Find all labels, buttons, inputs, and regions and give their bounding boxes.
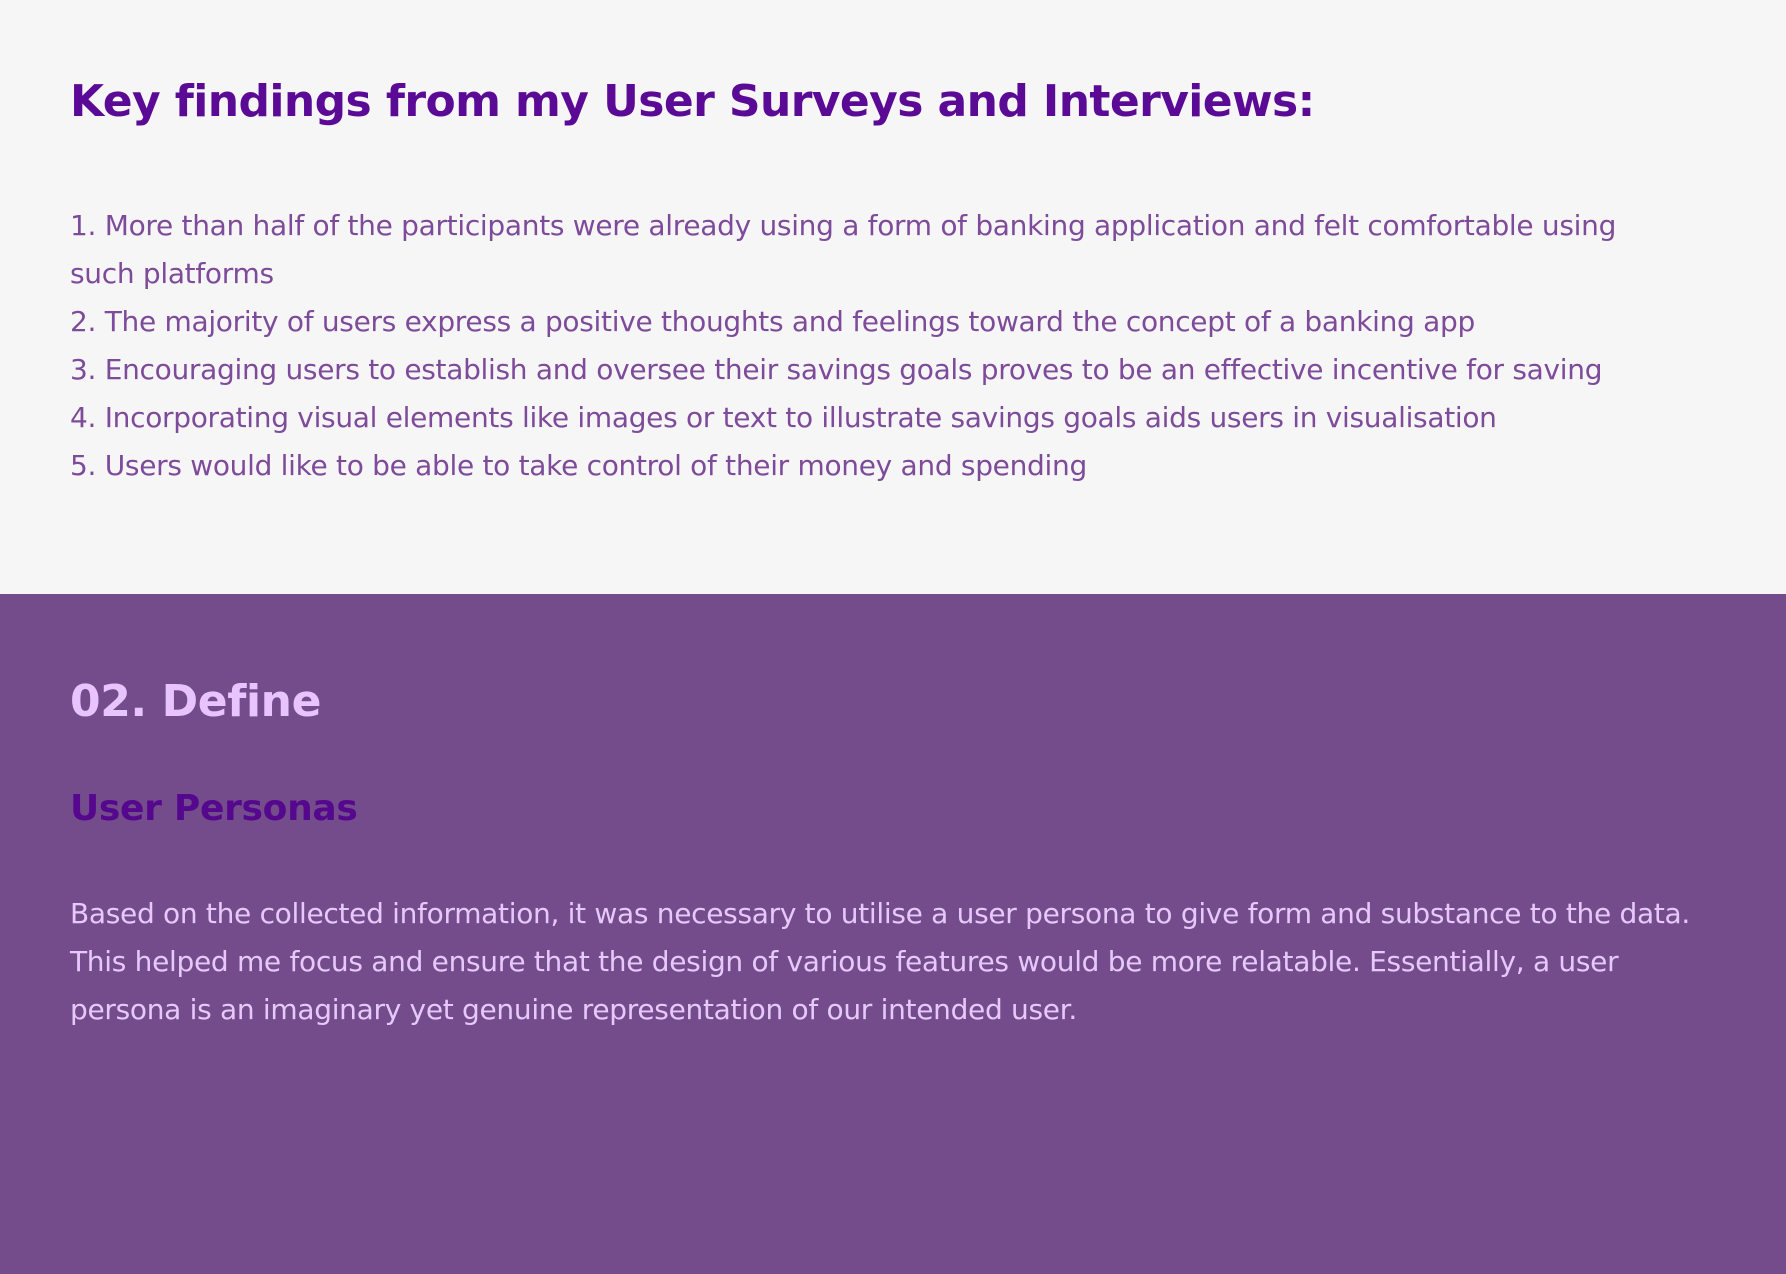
key-findings-list [70,202,1670,490]
finding-item-1: 1. More than half of the participants were already using a form of banking application and felt comfortable using such platforms [70,209,1617,290]
define-heading: 02. Define [70,676,322,727]
define-content [70,672,1720,1034]
key-findings-heading: Key findings from my User Surveys and Interviews: [70,76,1315,127]
define-section [0,594,1786,1274]
finding-item-5: 5. Users would like to be able to take control of their money and spending [70,449,1087,482]
finding-item-2: 2. The majority of users express a positive thoughts and feelings toward the concept of a banking app [70,305,1475,338]
finding-item-3: 3. Encouraging users to establish and oversee their savings goals proves to be an effective incentive for saving [70,353,1603,386]
finding-item-4: 4. Incorporating visual elements like images or text to illustrate savings goals aids users in visualisation [70,401,1497,434]
key-findings-section [0,0,1786,594]
user-personas-heading: User Personas [70,788,358,829]
user-personas-description: Based on the collected information, it was necessary to utilise a user persona to give form and substance to the data. This helped me focus and ensure that the design of various features would be more relatable. Essentially, a user persona is an imaginary yet genuine representation of our intended user. [70,897,1690,1026]
